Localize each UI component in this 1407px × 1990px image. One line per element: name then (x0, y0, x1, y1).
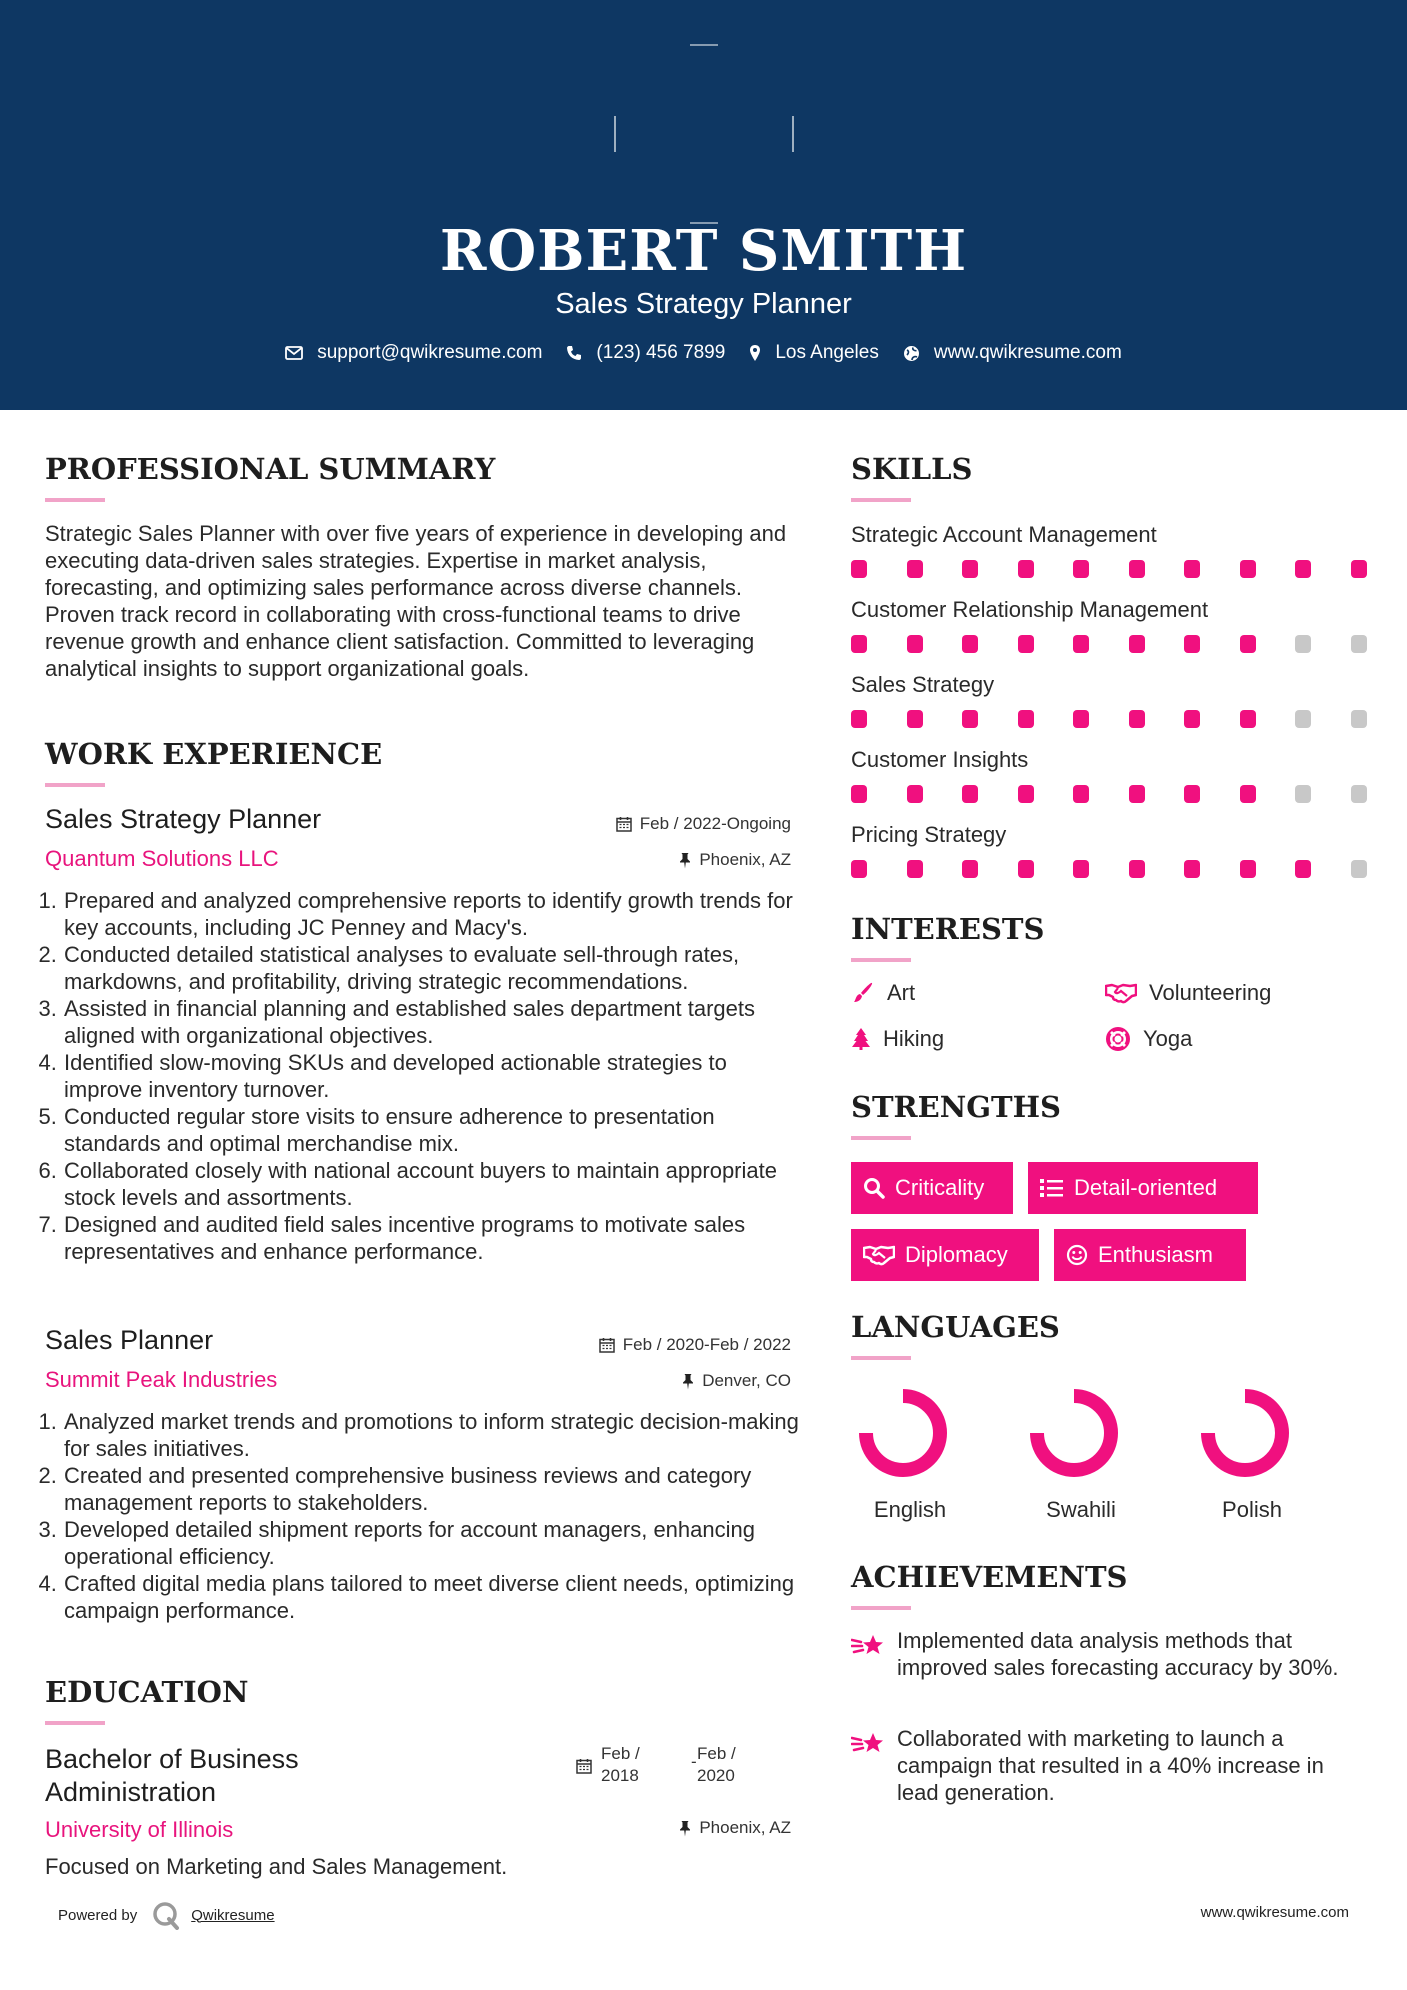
smile-icon (1066, 1244, 1088, 1266)
company-name: Summit Peak Industries (45, 1367, 278, 1392)
skill-dot-filled (1240, 560, 1256, 578)
paintbrush-icon (851, 981, 875, 1005)
skill-dot-filled (1073, 560, 1089, 578)
interest-item (1105, 1026, 1192, 1052)
contact-bar (0, 342, 1407, 364)
job-responsibilities (44, 887, 799, 1265)
skill-name: Sales Strategy (851, 672, 995, 697)
qwikresume-link[interactable]: Qwikresume (191, 1906, 275, 1924)
skill-dot-filled (1240, 785, 1256, 803)
pushpin-icon (682, 1373, 694, 1390)
phone-icon (566, 345, 582, 361)
skill-dot-filled (1184, 635, 1200, 653)
skill-dot-filled (851, 785, 867, 803)
list-item: 6. Collaborated closely with national account buyers to maintain appropriate stock levels and assortments. (63, 1157, 799, 1211)
strength-tag (1028, 1162, 1258, 1214)
list-item: 5. Conducted regular store visits to ensure adherence to presentation standards and optimal merchandise mix. (63, 1103, 799, 1157)
job-title: Sales Planner (45, 1325, 214, 1355)
skill-dot-filled (1129, 785, 1145, 803)
list-item: 4. Crafted digital media plans tailored to meet diverse client needs, optimizing campaign performance. (63, 1570, 799, 1624)
contact-location-text: Los Angeles (775, 342, 879, 363)
list-icon (1040, 1178, 1064, 1198)
skill-dot-filled (1184, 560, 1200, 578)
degree-line-1: Bachelor of Business (45, 1744, 299, 1774)
education-note: Focused on Marketing and Sales Management. (45, 1854, 508, 1879)
list-item: 3. Developed detailed shipment reports for account managers, enhancing operational efficiency. (63, 1516, 799, 1570)
contact-phone[interactable] (566, 342, 725, 364)
strengths-heading: STRENGTHS (851, 1090, 1061, 1124)
footer-website[interactable]: www.qwikresume.com (1200, 1904, 1349, 1921)
education-end-month: Feb / (697, 1744, 736, 1763)
contact-email[interactable] (285, 342, 542, 364)
strength-label: Detail-oriented (1074, 1175, 1218, 1200)
summary-text: Strategic Sales Planner with over five years of experience in developing and executing data-driven sales strategies. Expertise in market analysis, forecasting, and optimizing sales performance across diverse channels. Proven track record in collaborating with cross-functional teams to drive revenue growth and enhance client satisfaction. Committed to leveraging analytical insights to support organizational goals. (45, 521, 787, 681)
skill-dot-filled (907, 860, 923, 878)
calendar-icon (599, 1337, 615, 1353)
languages-heading: LANGUAGES (851, 1310, 1060, 1344)
skill-dot-filled (1018, 860, 1034, 878)
language-level-ring (1190, 1378, 1300, 1488)
skill-dot-filled (1295, 560, 1311, 578)
contact-website[interactable] (903, 342, 1122, 364)
skill-dot-filled (851, 710, 867, 728)
shooting-star-icon (851, 1729, 885, 1759)
skill-dot-empty (1295, 635, 1311, 653)
skill-dot-filled (1240, 860, 1256, 878)
school-name: University of Illinois (45, 1817, 234, 1842)
job-dates-text: Feb / 2020-Feb / 2022 (622, 1335, 791, 1354)
language-level-ring (848, 1378, 958, 1488)
job-dates-text: Feb / 2022-Ongoing (639, 814, 791, 833)
handshake-icon (863, 1244, 895, 1266)
skill-dot-filled (962, 785, 978, 803)
strength-label: Criticality (895, 1175, 985, 1200)
skill-dot-filled (1018, 710, 1034, 728)
contact-email-text: support@qwikresume.com (317, 342, 543, 363)
experience-heading: WORK EXPERIENCE (45, 737, 383, 771)
powered-by-label: Powered by (58, 1906, 138, 1924)
powered-by (58, 1900, 275, 1930)
achievement-text: Implemented data analysis methods that improved sales forecasting accuracy by 30%. (897, 1628, 1339, 1680)
achievements-heading: ACHIEVEMENTS (851, 1560, 1128, 1594)
degree-line-2: Administration (45, 1777, 217, 1807)
globe-icon (903, 345, 920, 362)
skill-name: Customer Relationship Management (851, 597, 1209, 622)
language-level-ring (1019, 1378, 1129, 1488)
job-responsibilities (44, 1408, 799, 1624)
skill-dot-filled (851, 560, 867, 578)
pushpin-icon (679, 852, 691, 869)
summary-heading: PROFESSIONAL SUMMARY (45, 452, 496, 486)
achievements-heading-underline (851, 1606, 911, 1610)
skill-dot-filled (1073, 785, 1089, 803)
list-item: 3. Assisted in financial planning and established sales department targets aligned with organizational objectives. (63, 995, 799, 1049)
skill-dot-empty (1351, 785, 1367, 803)
job-location (500, 850, 791, 870)
skill-dot-filled (962, 635, 978, 653)
skill-dot-filled (1073, 860, 1089, 878)
language-name: Polish (1222, 1497, 1282, 1522)
skill-dot-empty (1295, 710, 1311, 728)
tree-icon (851, 1027, 871, 1051)
skill-dot-filled (851, 860, 867, 878)
skill-dot-empty (1295, 785, 1311, 803)
strength-tag (851, 1162, 1013, 1214)
skill-dot-filled (907, 785, 923, 803)
interest-item (851, 980, 915, 1006)
skills-heading-underline (851, 498, 911, 502)
skill-dot-filled (1129, 560, 1145, 578)
skill-dot-filled (907, 710, 923, 728)
skill-dot-filled (1295, 860, 1311, 878)
skill-dot-filled (1018, 635, 1034, 653)
education-location (500, 1818, 791, 1838)
profile-photo-placeholder (614, 44, 794, 224)
experience-heading-underline (45, 783, 105, 787)
list-item: 1. Prepared and analyzed comprehensive reports to identify growth trends for key accounts, including JC Penney and Macy's. (63, 887, 799, 941)
skill-rating (851, 785, 1371, 803)
strength-tag (1054, 1229, 1246, 1281)
pushpin-icon (679, 1820, 691, 1837)
strength-label: Diplomacy (905, 1242, 1008, 1267)
achievement-item (851, 1627, 1371, 1681)
education-date-separator: - (691, 1752, 697, 1771)
envelope-icon (285, 346, 303, 360)
job-dates (500, 1335, 791, 1355)
interest-label: Yoga (1143, 1026, 1193, 1051)
skill-dot-filled (851, 635, 867, 653)
skills-heading: SKILLS (851, 452, 973, 486)
interest-label: Art (887, 980, 916, 1005)
languages-heading-underline (851, 1356, 911, 1360)
skill-name: Pricing Strategy (851, 822, 1007, 847)
skill-dot-filled (1018, 785, 1034, 803)
job-dates (500, 814, 791, 834)
interest-label: Hiking (883, 1026, 945, 1051)
education-location-text: Phoenix, AZ (699, 1818, 791, 1837)
achievement-item (851, 1725, 1371, 1806)
education-end-year: 2020 (697, 1766, 735, 1785)
skill-dot-filled (1184, 785, 1200, 803)
job-location-text: Phoenix, AZ (699, 850, 791, 869)
interest-item (1105, 980, 1271, 1006)
resume-header (0, 0, 1407, 410)
education-start-date (601, 1743, 640, 1787)
degree-title (45, 1743, 299, 1809)
search-icon (863, 1177, 885, 1199)
interests-heading: INTERESTS (851, 912, 1045, 946)
list-item: 4. Identified slow-moving SKUs and developed actionable strategies to improve inventory turnover. (63, 1049, 799, 1103)
skill-dot-filled (1240, 710, 1256, 728)
job-location-text: Denver, CO (702, 1371, 791, 1390)
skill-dot-filled (1240, 635, 1256, 653)
skill-dot-filled (1129, 710, 1145, 728)
skill-dot-filled (962, 560, 978, 578)
shooting-star-icon (851, 1631, 885, 1661)
education-end-date (697, 1743, 736, 1787)
contact-website-text: www.qwikresume.com (933, 342, 1122, 363)
list-item: 2. Conducted detailed statistical analyses to evaluate sell-through rates, markdowns, and profitability, driving strategic recommendations. (63, 941, 799, 995)
summary-heading-underline (45, 498, 105, 502)
candidate-role: Sales Strategy Planner (555, 288, 852, 320)
company-name: Quantum Solutions LLC (45, 846, 279, 871)
education-heading-underline (45, 1721, 105, 1725)
skill-rating (851, 860, 1371, 878)
language-name: Swahili (1046, 1497, 1116, 1522)
skill-rating (851, 710, 1371, 728)
skill-rating (851, 635, 1371, 653)
skill-dot-filled (1129, 635, 1145, 653)
interests-heading-underline (851, 958, 911, 962)
job-location (500, 1371, 791, 1391)
life-ring-icon (1105, 1026, 1131, 1052)
education-heading: EDUCATION (45, 1675, 249, 1709)
skill-dot-filled (962, 710, 978, 728)
skill-dot-filled (1129, 860, 1145, 878)
education-start-month: Feb / (601, 1744, 640, 1763)
skill-dot-filled (962, 860, 978, 878)
job-title: Sales Strategy Planner (45, 804, 322, 834)
strength-label: Enthusiasm (1098, 1242, 1213, 1267)
skill-dot-filled (1351, 560, 1367, 578)
qwikresume-logo-icon (151, 1900, 181, 1930)
skill-dot-filled (1184, 860, 1200, 878)
skill-dot-filled (1073, 635, 1089, 653)
map-pin-icon (749, 344, 761, 362)
interest-label: Volunteering (1149, 980, 1272, 1005)
contact-location (749, 342, 879, 364)
achievement-text: Collaborated with marketing to launch a campaign that resulted in a 40% increase in lead generation. (897, 1726, 1324, 1805)
calendar-icon (576, 1758, 592, 1774)
skill-rating (851, 560, 1371, 578)
skill-dot-filled (1184, 710, 1200, 728)
interest-item (851, 1026, 944, 1052)
skill-name: Strategic Account Management (851, 522, 1157, 547)
calendar-icon (616, 816, 632, 832)
skill-dot-filled (1073, 710, 1089, 728)
candidate-name: ROBERT SMITH (439, 218, 968, 284)
language-name: English (873, 1497, 947, 1522)
list-item: 2. Created and presented comprehensive business reviews and category management reports to stakeholders. (63, 1462, 799, 1516)
skill-dot-empty (1351, 860, 1367, 878)
education-start-year: 2018 (601, 1766, 639, 1785)
contact-phone-text: (123) 456 7899 (596, 342, 726, 363)
strength-tag (851, 1229, 1039, 1281)
strengths-heading-underline (851, 1136, 911, 1140)
list-item: 1. Analyzed market trends and promotions to inform strategic decision-making for sales initiatives. (63, 1408, 799, 1462)
skill-dot-filled (907, 635, 923, 653)
handshake-icon (1105, 982, 1137, 1004)
skill-dot-filled (907, 560, 923, 578)
skill-dot-empty (1351, 635, 1367, 653)
list-item: 7. Designed and audited field sales incentive programs to motivate sales representatives and enhance performance. (63, 1211, 799, 1265)
skill-name: Customer Insights (851, 747, 1029, 772)
skill-dot-empty (1351, 710, 1367, 728)
skill-dot-filled (1018, 560, 1034, 578)
